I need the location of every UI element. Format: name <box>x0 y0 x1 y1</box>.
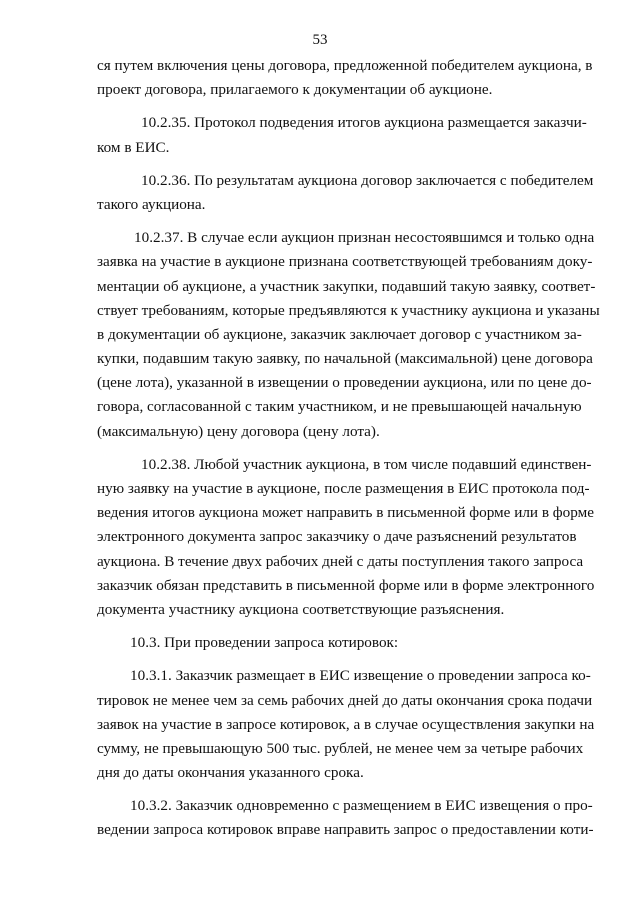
paragraph-10-2-36 <box>97 169 594 217</box>
paragraph-10-3 <box>97 631 571 655</box>
text-line: заявок на участие в запросе котировок, а в случае осуществления закупки на <box>97 715 595 733</box>
text-line: дня до даты окончания указанного срока. <box>97 764 364 782</box>
paragraph-10-2-37 <box>97 226 600 444</box>
text-line: (максимальную) цену договора (цену лота). <box>97 422 380 440</box>
body-text <box>97 54 600 843</box>
text-line: ствует требованиям, которые предъявляются к участнику аукциона и указаны <box>97 301 600 319</box>
text-line: 10.2.37. В случае если аукцион признан несостоявшимся и только одна <box>134 229 595 247</box>
text-line: (цене лота), указанной в извещении о проведении аукциона, или по цене до- <box>97 374 592 392</box>
text-line: ведения итогов аукциона может направить в письменной форме или в форме <box>97 504 594 522</box>
text-line: ведении запроса котировок вправе направить запрос о предоставлении коти- <box>97 821 594 839</box>
paragraph-10-3-2 <box>97 794 594 842</box>
text-line: заявка на участие в аукционе признана соответствующей требованиям доку- <box>97 253 593 271</box>
text-line: говора, согласованной с таким участником, и не превышающей начальную <box>97 398 582 416</box>
text-line: ком в ЕИС. <box>97 138 170 156</box>
text-line: 10.2.35. Протокол подведения итогов аукциона размещается заказчи- <box>141 114 587 132</box>
paragraph-10-2-35 <box>97 111 587 159</box>
paragraph-10-2-38 <box>97 453 595 622</box>
text-line: ментации об аукционе, а участник закупки, подавший такую заявку, соответ- <box>97 277 596 295</box>
text-line: 10.3. При проведении запроса котировок: <box>130 634 399 652</box>
text-line: 10.3.2. Заказчик одновременно с размещением в ЕИС извещения о про- <box>130 797 593 815</box>
paragraph-continuation <box>97 54 593 102</box>
paragraph-10-3-1 <box>97 664 595 785</box>
page-number: 53 <box>312 32 328 48</box>
text-line: ную заявку на участие в аукционе, после размещения в ЕИС протокола под- <box>97 480 590 497</box>
text-line: аукциона. В течение двух рабочих дней с даты поступления такого запроса <box>97 552 584 570</box>
text-line: 10.2.36. По результатам аукциона договор заключается с победителем <box>141 171 594 189</box>
text-line: проект договора, прилагаемого к документации об аукционе. <box>97 81 493 99</box>
text-line: 10.3.1. Заказчик размещает в ЕИС извещение о проведении запроса ко- <box>130 667 591 685</box>
text-line: сумму, не превышающую 500 тыс. рублей, не менее чем за четыре рабочих <box>97 739 584 757</box>
text-line: тировок не менее чем за семь рабочих дней до даты окончания срока подачи <box>97 691 593 709</box>
text-line: ся путем включения цены договора, предложенной победителем аукциона, в <box>97 57 593 74</box>
text-line: в документации об аукционе, заказчик заключает договор с участником за- <box>97 325 582 343</box>
text-line: купки, подавшим такую заявку, по начальной (максимальной) цене договора <box>97 350 593 368</box>
text-line: документа участнику аукциона соответствующие разъяснения. <box>97 600 505 618</box>
text-line: 10.2.38. Любой участник аукциона, в том числе подавший единствен- <box>141 455 592 473</box>
text-line: заказчик обязан представить в письменной форме или в форме электронного <box>97 576 595 594</box>
text-line: электронного документа запрос заказчику о даче разъяснений результатов <box>97 528 577 546</box>
text-line: такого аукциона. <box>97 195 206 213</box>
